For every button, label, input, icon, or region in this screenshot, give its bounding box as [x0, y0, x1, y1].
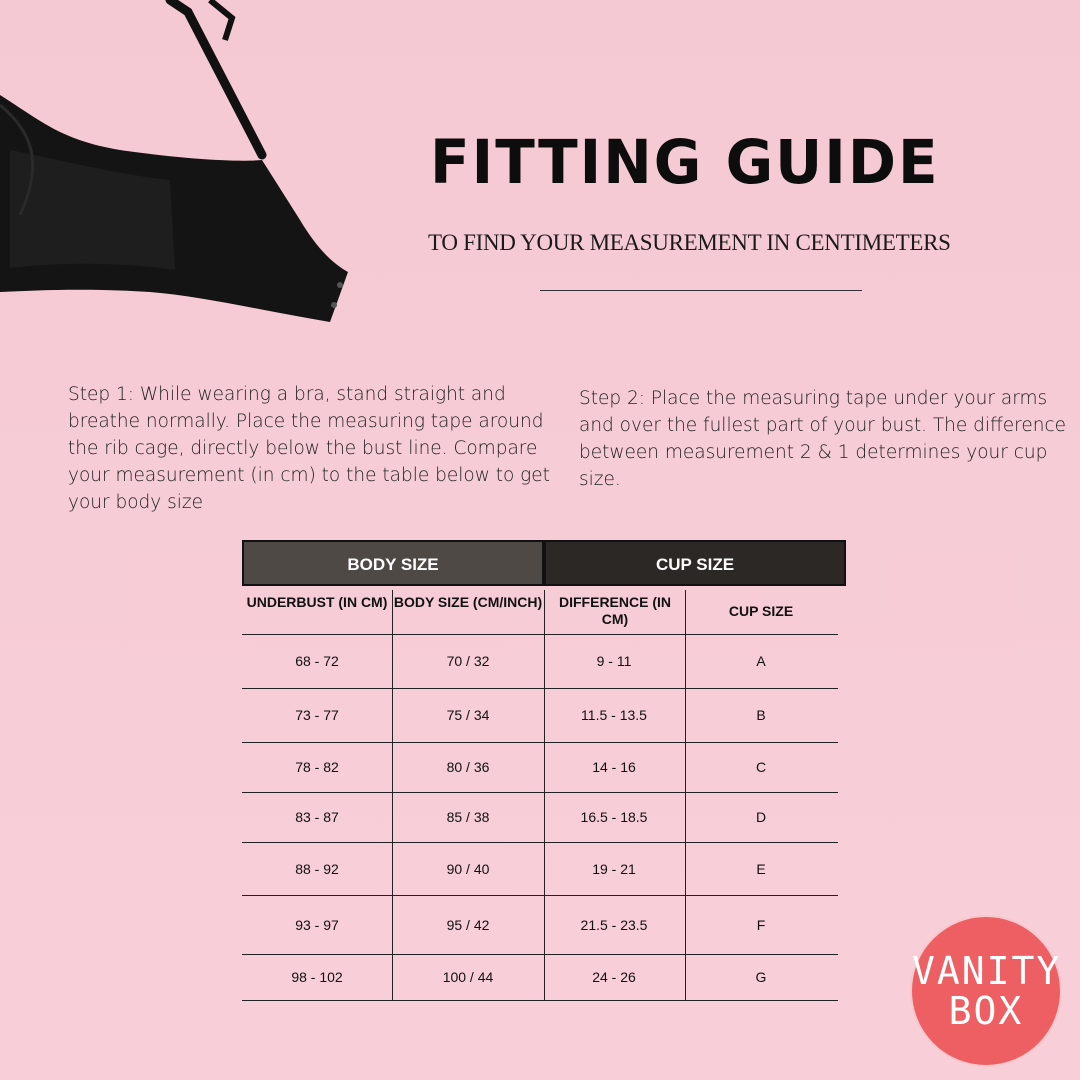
cell-body-size: 80 / 36 [446, 759, 490, 775]
col-header-underbust: UNDERBUST (IN CM) [246, 594, 388, 610]
cell-cup-size: D [755, 809, 767, 825]
step-1-text: Step 1: While wearing a bra, stand straight and breathe normally. Place the measuring tape around the rib cage, directly below the bust line. Compare your measurement (in cm) to the table below to get your body size [68, 384, 550, 513]
cell-body-size: 100 / 44 [442, 969, 494, 985]
bra-image [0, 0, 360, 330]
cell-underbust: 68 - 72 [295, 653, 339, 669]
cell-difference: 19 - 21 [592, 860, 636, 877]
row-divider [242, 895, 838, 896]
cell-difference: 16.5 - 18.5 [580, 809, 648, 825]
row-divider [242, 1000, 838, 1001]
body-size-header: BODY SIZE [242, 540, 544, 586]
row-divider [242, 742, 838, 743]
cell-cup-size: C [755, 759, 767, 775]
col-header-cup-size: CUP SIZE [728, 603, 794, 619]
row-divider [242, 792, 838, 793]
col-header-difference: DIFFERENCE (IN CM) [559, 594, 671, 627]
vanity-box-logo [910, 915, 1062, 1067]
step-2-text: Step 2: Place the measuring tape under your arms and over the fullest part of your bust. The difference between measurement 2 & 1 determines your cup size. [579, 388, 1067, 490]
cell-difference: 9 - 11 [596, 653, 632, 669]
cell-difference: 14 - 16 [592, 759, 636, 775]
row-divider [242, 954, 838, 955]
title-divider [540, 290, 862, 291]
column-divider [392, 590, 393, 1000]
cell-cup-size: A [756, 653, 766, 669]
row-divider [242, 842, 838, 843]
cell-underbust: 83 - 87 [295, 809, 339, 825]
cell-cup-size: F [756, 916, 766, 933]
cell-cup-size: G [755, 969, 767, 985]
col-header-body-size: BODY SIZE (CM/INCH) [393, 594, 543, 610]
cell-body-size: 70 / 32 [446, 653, 490, 669]
cell-cup-size: E [756, 860, 766, 877]
cell-underbust: 73 - 77 [295, 707, 339, 723]
column-divider [685, 590, 686, 1000]
column-divider [544, 590, 545, 1000]
cell-underbust: 93 - 97 [295, 916, 339, 933]
page-subtitle: TO FIND YOUR MEASUREMENT IN CENTIMETERS [428, 230, 951, 255]
cell-body-size: 75 / 34 [446, 707, 490, 723]
cup-size-header: CUP SIZE [544, 540, 846, 586]
cell-underbust: 78 - 82 [295, 759, 339, 775]
logo-line-2: BOX [948, 989, 1024, 1033]
cell-body-size: 85 / 38 [446, 809, 490, 825]
cell-difference: 24 - 26 [592, 969, 636, 985]
row-divider [242, 688, 838, 689]
cell-underbust: 88 - 92 [295, 860, 339, 877]
cell-body-size: 90 / 40 [446, 860, 490, 877]
cell-underbust: 98 - 102 [291, 969, 343, 985]
cell-difference: 11.5 - 13.5 [581, 707, 647, 723]
cell-difference: 21.5 - 23.5 [580, 916, 648, 933]
logo-line-1: VANITY [912, 949, 1062, 993]
cell-cup-size: B [756, 707, 766, 723]
cell-body-size: 95 / 42 [446, 916, 490, 933]
row-divider [242, 634, 838, 635]
page-title: FITTING GUIDE [430, 126, 940, 198]
